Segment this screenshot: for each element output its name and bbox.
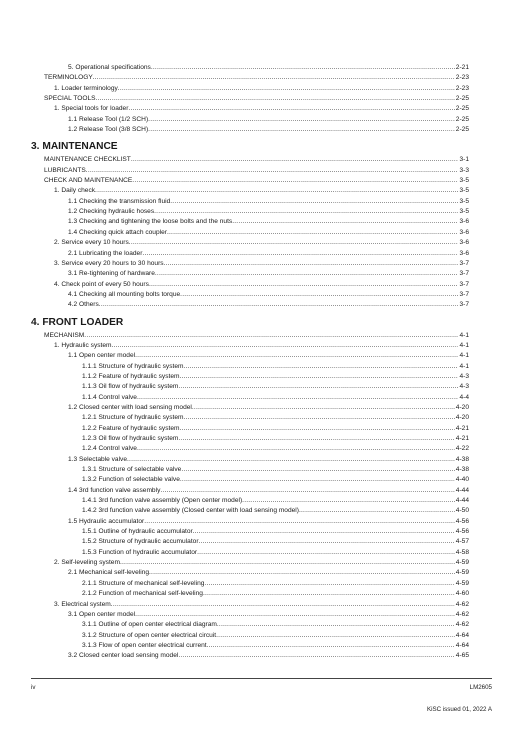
- toc-entry[interactable]: [31, 176, 469, 186]
- toc-entry[interactable]: [31, 434, 469, 444]
- toc-entry-title: CHECK AND MAINTENANCE: [44, 177, 133, 185]
- toc-entry-page: 3-3: [459, 166, 469, 174]
- toc-entry[interactable]: [31, 393, 469, 403]
- toc-entry-page: 4-59: [455, 559, 469, 567]
- toc-entry-page: 3-6: [459, 239, 469, 247]
- toc-entry-title: 1.5.3 Function of hydraulic accumulator: [82, 548, 198, 556]
- toc-entry[interactable]: [31, 527, 469, 537]
- toc-entry-title: 1.3.1 Structure of selectable valve: [82, 466, 182, 474]
- toc-entry-page: 4-20: [455, 403, 469, 411]
- toc-entry-title: 1.5.2 Structure of hydraulic accumulator: [82, 538, 199, 546]
- toc-entry[interactable]: [31, 207, 469, 217]
- toc-entry-title: 1.2 Closed center with load sensing model: [68, 403, 192, 411]
- toc-entry[interactable]: [31, 300, 469, 310]
- toc-entry-page: 4-59: [455, 569, 469, 577]
- toc-entry-title: 1.1.1 Structure of hydraulic system: [82, 362, 184, 370]
- toc-entry[interactable]: [31, 568, 469, 578]
- toc-entry-title: 1.3 Selectable valve: [68, 455, 128, 463]
- toc-entry-page: 4-1: [459, 362, 469, 370]
- dot-leader: [193, 527, 455, 537]
- toc-entry-page: 4-56: [455, 528, 469, 536]
- toc-entry-page: 4-21: [455, 424, 469, 432]
- dot-leader: [242, 496, 455, 506]
- toc-entry-title: 1. Loader terminology: [54, 84, 118, 92]
- dot-leader: [95, 186, 458, 196]
- toc-entry-title: 3.1.2 Structure of open center electrical circuit: [82, 631, 217, 639]
- dot-leader: [207, 641, 455, 651]
- toc-entry[interactable]: [31, 537, 469, 547]
- toc-entry[interactable]: [31, 600, 469, 610]
- footer-divider: [31, 678, 492, 679]
- table-of-contents: [31, 63, 469, 662]
- toc-entry-page: 3-7: [459, 301, 469, 309]
- dot-leader: [144, 517, 455, 527]
- toc-entry-page: 3-6: [459, 228, 469, 236]
- toc-entry-title: 3. Electrical system: [54, 600, 111, 608]
- toc-entry-page: 4-38: [455, 455, 469, 463]
- toc-entry-page: 4-1: [459, 341, 469, 349]
- toc-entry-page: 4-65: [455, 652, 469, 660]
- toc-entry[interactable]: [31, 496, 469, 506]
- dot-leader: [178, 382, 458, 392]
- dot-leader: [155, 269, 459, 279]
- dot-leader: [135, 351, 458, 361]
- toc-entry-title: 1. Special tools for loader: [54, 105, 129, 113]
- toc-entry[interactable]: [31, 125, 469, 135]
- toc-entry-title: SPECIAL TOOLS: [44, 95, 96, 103]
- dot-leader: [184, 413, 455, 423]
- toc-entry-page: 4-1: [459, 352, 469, 360]
- toc-entry[interactable]: [31, 424, 469, 434]
- dot-leader: [184, 362, 459, 372]
- dot-leader: [217, 620, 455, 630]
- dot-leader: [111, 600, 455, 610]
- dot-leader: [129, 238, 459, 248]
- dot-leader: [178, 434, 454, 444]
- document-code: LM2605: [469, 684, 492, 691]
- dot-leader: [299, 506, 455, 516]
- dot-leader: [149, 280, 459, 290]
- dot-leader: [164, 259, 459, 269]
- dot-leader: [216, 631, 455, 641]
- toc-entry-title: 1.1 Open center model: [68, 352, 136, 360]
- dot-leader: [180, 290, 458, 300]
- toc-entry[interactable]: [31, 631, 469, 641]
- dot-leader: [204, 579, 454, 589]
- toc-entry[interactable]: [31, 280, 469, 290]
- toc-entry-title: 1.4 Checking quick attach coupler: [68, 228, 167, 236]
- toc-entry-title: 4.2 Others: [68, 301, 99, 309]
- toc-entry-title: 1.4 3rd function valve assembly: [68, 486, 161, 494]
- toc-entry-title: 1.5 Hydraulic accumulator: [68, 517, 145, 525]
- section-heading: 4. FRONT LOADER: [31, 316, 124, 328]
- dot-leader: [178, 651, 454, 661]
- toc-entry-title: 2.1.2 Function of mechanical self-leveling: [82, 590, 203, 598]
- toc-entry[interactable]: [31, 403, 469, 413]
- toc-entry[interactable]: [31, 506, 469, 516]
- dot-leader: [131, 155, 459, 165]
- dot-leader: [93, 73, 455, 83]
- toc-entry-title: 1.5.1 Outline of hydraulic accumulator: [82, 528, 193, 536]
- toc-entry-title: 1.4.1 3rd function valve assembly (Open center model): [82, 497, 243, 505]
- dot-leader: [192, 403, 455, 413]
- toc-entry-title: 1.2.1 Structure of hydraulic system: [82, 414, 184, 422]
- toc-entry[interactable]: [31, 486, 469, 496]
- toc-entry-title: 1.1.4 Control valve: [82, 393, 137, 401]
- toc-entry-title: 4. Check point of every 50 hours: [54, 280, 149, 288]
- toc-entry-title: 1.3 Checking and tightening the loose bolts and the nuts: [68, 218, 233, 226]
- dot-leader: [232, 217, 458, 227]
- toc-entry-page: 2-25: [455, 115, 469, 123]
- toc-entry-page: 2-25: [455, 105, 469, 113]
- toc-entry-title: 3.2 Closed center load sensing model: [68, 652, 179, 660]
- dot-leader: [149, 568, 455, 578]
- toc-entry-page: 3-5: [459, 197, 469, 205]
- toc-entry-title: LUBRICANTS: [44, 166, 86, 174]
- dot-leader: [160, 486, 454, 496]
- toc-entry-title: 2.1.1 Structure of mechanical self-leveling: [82, 579, 205, 587]
- dot-leader: [148, 125, 455, 135]
- section-heading: 3. MAINTENANCE: [31, 141, 118, 153]
- toc-entry-page: 4-4: [459, 393, 469, 401]
- toc-entry[interactable]: [31, 558, 469, 568]
- dot-leader: [197, 548, 455, 558]
- toc-entry-title: 1.3.2 Function of selectable valve: [82, 476, 180, 484]
- toc-entry-title: 3.1.1 Outline of open center electrical diagram: [82, 621, 217, 629]
- toc-entry-title: 1.2.2 Feature of hydraulic system: [82, 424, 180, 432]
- toc-entry[interactable]: [31, 455, 469, 465]
- toc-entry-page: 4-60: [455, 590, 469, 598]
- toc-entry-page: 3-1: [459, 156, 469, 164]
- toc-entry[interactable]: [31, 579, 469, 589]
- issue-note: KiSC issued 01, 2022 A: [426, 706, 492, 713]
- toc-entry[interactable]: [31, 104, 469, 114]
- toc-entry-title: 2. Self-leveling system: [54, 559, 120, 567]
- toc-entry-page: 3-6: [459, 218, 469, 226]
- toc-entry-page: 4-57: [455, 538, 469, 546]
- dot-leader: [181, 465, 454, 475]
- toc-entry-title: 5. Operational specifications: [68, 64, 151, 71]
- toc-entry[interactable]: [31, 63, 469, 73]
- toc-entry-title: 1.1.3 Oil flow of hydraulic system: [82, 383, 179, 391]
- dot-leader: [127, 455, 455, 465]
- toc-entry-title: 4.1 Checking all mounting bolts torque: [68, 290, 181, 298]
- dot-leader: [99, 300, 459, 310]
- toc-entry[interactable]: [31, 186, 469, 196]
- toc-entry[interactable]: [31, 155, 469, 165]
- dot-leader: [203, 589, 455, 599]
- toc-entry-page: 3-6: [459, 249, 469, 257]
- dot-leader: [151, 63, 455, 73]
- toc-entry-page: 4-3: [459, 372, 469, 380]
- toc-entry-title: 1.2.4 Control valve: [82, 445, 137, 453]
- toc-entry-page: 4-22: [455, 445, 469, 453]
- toc-entry-page: 4-62: [455, 610, 469, 618]
- toc-entry[interactable]: [31, 331, 469, 341]
- toc-entry-page: 4-44: [455, 497, 469, 505]
- toc-entry-title: 1.1.2 Feature of hydraulic system: [82, 372, 180, 380]
- toc-entry[interactable]: [31, 620, 469, 630]
- toc-entry[interactable]: [31, 249, 469, 259]
- page-number: iv: [31, 684, 36, 691]
- toc-entry-page: 4-20: [455, 414, 469, 422]
- toc-entry-page: 2-21: [455, 64, 469, 71]
- toc-entry-page: 4-62: [455, 621, 469, 629]
- toc-entry-page: 4-44: [455, 486, 469, 494]
- toc-entry[interactable]: [31, 269, 469, 279]
- toc-entry-page: 3-7: [459, 280, 469, 288]
- toc-entry-title: 1.1 Checking the transmission fluid: [68, 197, 171, 205]
- toc-entry[interactable]: [31, 517, 469, 527]
- toc-entry-title: 1.2.3 Oil flow of hydraulic system: [82, 435, 179, 442]
- dot-leader: [118, 84, 455, 94]
- toc-entry-page: 2-25: [455, 95, 469, 103]
- toc-entry[interactable]: [31, 238, 469, 248]
- toc-entry-page: 4-40: [455, 476, 469, 484]
- toc-entry[interactable]: [31, 475, 469, 485]
- toc-entry-title: 2.1 Mechanical self-leveling: [68, 569, 149, 577]
- toc-entry[interactable]: [31, 382, 469, 392]
- toc-entry-page: 4-3: [459, 383, 469, 391]
- toc-entry[interactable]: [31, 362, 469, 372]
- toc-entry-page: 4-1: [459, 331, 469, 339]
- toc-entry-title: 1.4.2 3rd function valve assembly (Closed center with load sensing model): [82, 507, 299, 515]
- dot-leader: [137, 393, 458, 403]
- toc-entry[interactable]: [31, 651, 469, 661]
- toc-entry[interactable]: [31, 351, 469, 361]
- toc-entry[interactable]: [31, 444, 469, 454]
- toc-entry-title: MECHANISM: [44, 331, 85, 339]
- toc-entry-page: 3-5: [459, 208, 469, 216]
- toc-entry-page: 2-25: [455, 126, 469, 134]
- toc-entry[interactable]: [31, 259, 469, 269]
- toc-entry[interactable]: [31, 413, 469, 423]
- toc-entry-page: 4-56: [455, 517, 469, 525]
- dot-leader: [112, 341, 459, 351]
- toc-entry[interactable]: [31, 73, 469, 83]
- toc-entry-title: TERMINOLOGY: [44, 74, 93, 82]
- toc-entry-page: 4-38: [455, 466, 469, 474]
- toc-entry[interactable]: [31, 465, 469, 475]
- dot-leader: [84, 331, 458, 341]
- toc-entry-title: 3.1 Open center model: [68, 610, 136, 618]
- toc-entry-page: 4-58: [455, 548, 469, 556]
- toc-entry-title: MAINTENANCE CHECKLIST: [44, 156, 131, 164]
- dot-leader: [180, 424, 455, 434]
- toc-entry-title: 2. Service every 10 hours: [54, 239, 129, 247]
- dot-leader: [167, 228, 459, 238]
- toc-entry[interactable]: [31, 372, 469, 382]
- toc-entry-page: 2-23: [455, 74, 469, 82]
- toc-entry[interactable]: [31, 166, 469, 176]
- toc-entry-page: 3-5: [459, 187, 469, 195]
- dot-leader: [180, 475, 455, 485]
- dot-leader: [86, 166, 459, 176]
- toc-entry-title: 1.2 Release Tool (3/8 SCH): [68, 126, 149, 134]
- toc-entry[interactable]: [31, 610, 469, 620]
- toc-entry[interactable]: [31, 115, 469, 125]
- toc-entry-page: 3-7: [459, 290, 469, 298]
- toc-entry-title: 1.2 Checking hydraulic hoses: [68, 208, 155, 216]
- dot-leader: [120, 558, 455, 568]
- dot-leader: [137, 444, 455, 454]
- dot-leader: [199, 537, 455, 547]
- toc-entry[interactable]: [31, 290, 469, 300]
- toc-entry-page: 4-62: [455, 600, 469, 608]
- toc-entry-title: 3. Service every 20 hours to 30 hours: [54, 259, 164, 267]
- dot-leader: [170, 197, 458, 207]
- toc-entry-page: 4-50: [455, 507, 469, 515]
- toc-entry[interactable]: [31, 548, 469, 558]
- toc-entry[interactable]: [31, 84, 469, 94]
- toc-entry[interactable]: [31, 641, 469, 651]
- toc-entry-title: 1.1 Release Tool (1/2 SCH): [68, 115, 149, 123]
- dot-leader: [180, 372, 459, 382]
- toc-entry[interactable]: [31, 217, 469, 227]
- dot-leader: [132, 176, 458, 186]
- toc-entry-page: 3-5: [459, 177, 469, 185]
- dot-leader: [148, 115, 455, 125]
- dot-leader: [135, 610, 455, 620]
- toc-entry-page: 4-64: [455, 631, 469, 639]
- toc-entry-page: 3-7: [459, 270, 469, 278]
- toc-entry[interactable]: [31, 228, 469, 238]
- dot-leader: [154, 207, 458, 217]
- toc-entry-title: 3.1.3 Flow of open center electrical current: [82, 641, 207, 649]
- toc-entry-title: 3.1 Re-tightening of hardware: [68, 270, 155, 278]
- toc-entry-page: 2-23: [455, 84, 469, 92]
- toc-entry-title: 1. Hydraulic system: [54, 341, 112, 349]
- toc-entry-page: 4-59: [455, 579, 469, 587]
- toc-entry-page: 4-21: [455, 435, 469, 442]
- toc-entry[interactable]: [31, 197, 469, 207]
- toc-entry-title: 1. Daily check: [54, 187, 96, 195]
- dot-leader: [142, 249, 458, 259]
- toc-entry-page: 3-7: [459, 259, 469, 267]
- dot-leader: [96, 94, 455, 104]
- dot-leader: [128, 104, 454, 114]
- toc-entry[interactable]: [31, 589, 469, 599]
- toc-entry[interactable]: [31, 94, 469, 104]
- toc-entry-page: 4-64: [455, 641, 469, 649]
- toc-entry[interactable]: [31, 341, 469, 351]
- toc-entry-title: 2.1 Lubricating the loader: [68, 249, 143, 257]
